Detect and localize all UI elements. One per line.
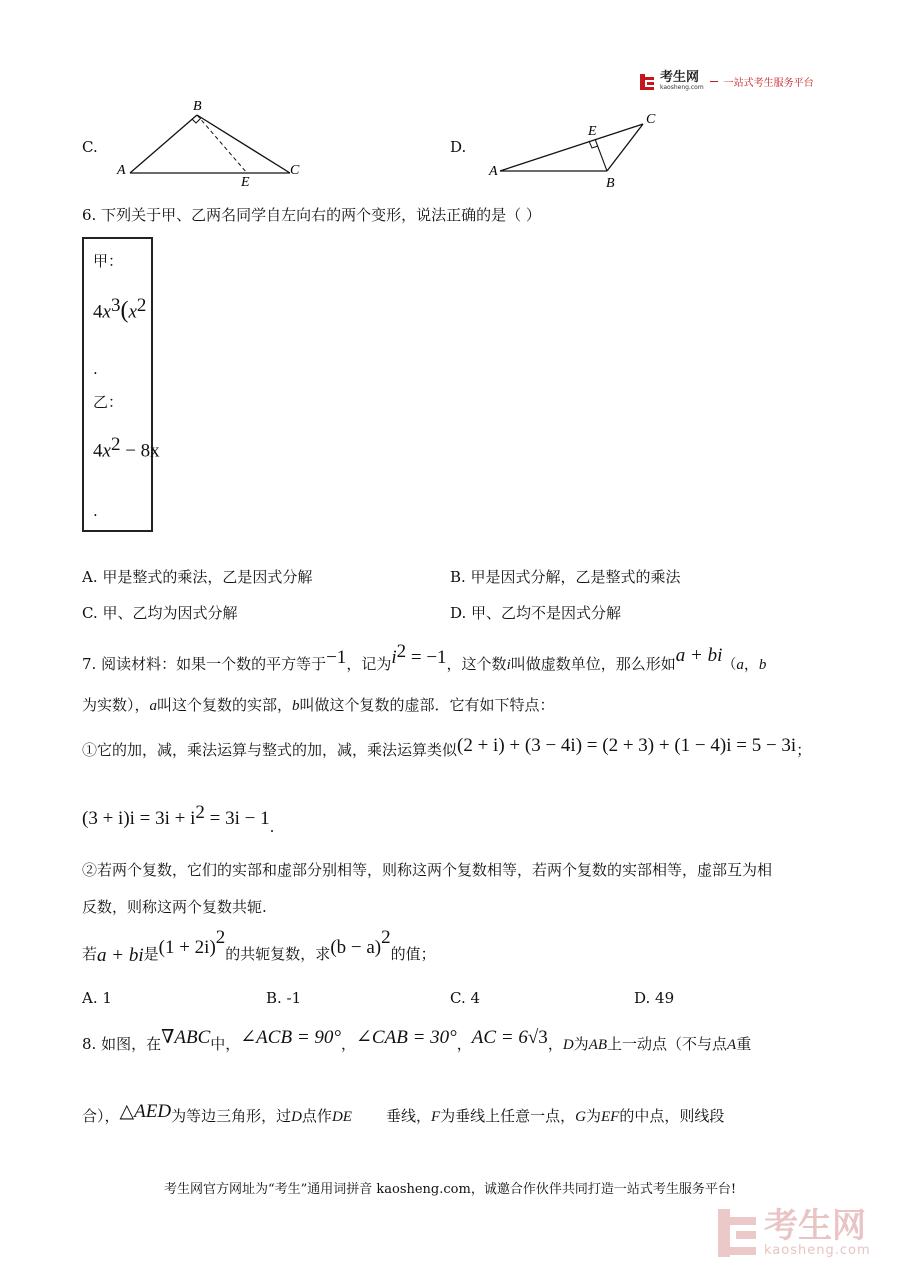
q7-property2-line1: ②若两个复数，它们的实部和虚部分别相等，则称这两个复数相等，若两个复数的实部相等，虚部互为相 [82,861,773,879]
figure-c [110,95,310,190]
figure-d-label-b: B [606,176,615,191]
q7-line2: 为实数），a叫这个复数的实部，b叫做这个复数的虚部．它有如下特点： [82,696,555,714]
figure-c-label-e: E [241,175,250,190]
brand-domain: kaosheng.com [660,84,704,91]
figure-c-label-a: A [117,163,126,178]
header-brand [640,72,814,91]
figure-d-side-ac [500,124,643,171]
figure-c-label-c: C [290,163,300,178]
q6-stem: 6. 下列关于甲、乙两名同学自左向右的两个变形，说法正确的是（ ） [82,206,541,224]
q6-jia-dot: . [93,360,98,378]
q7-property1: ①它的加，减，乘法运算与整式的加，减，乘法运算类似(2 + i) + (3 − 4i) = (2 + 3) + (1 − 4)i = 5 − 3i； [82,735,812,759]
q7-ask: 若a + bi是$(1 + 2i)^2$的共轭复数，求$(b - a)^2$的值； [82,927,436,966]
q7-property1-example: $(3 + i)i = 3i + i^2 = 3i - 1$. [82,802,275,836]
watermark [718,1208,871,1258]
brand-name: 考生网 [660,70,700,85]
q6-yi-label: 乙： [93,393,124,411]
brand-logo-icon [640,74,654,90]
watermark-domain: kaosheng.com [764,1243,871,1258]
figure-c-label-b: B [193,99,202,114]
q6-option-a[interactable]: A. 甲是整式的乘法，乙是因式分解 [82,568,313,586]
watermark-name: 考生网 [764,1206,866,1246]
figure-d-altitude-be [595,139,607,171]
q8-line1: 8. 如图，在∇ABC中，∠ACB = 90°，∠CAB = 30°，AC = 6√3，D为AB上一动点（不与点A重 [82,1027,752,1053]
figure-c-dashed-be [197,115,247,173]
figure-c-side-ab [130,115,197,173]
page-footer: 考生网官方网址为“考生”通用词拼音 kaosheng.com，诚邀合作伙伴共同打造一站式考生服务平台! [163,1182,737,1197]
figure-d [480,105,670,190]
q8-line2: 合），△AED为等边三角形，过D点作DE 垂线，F为垂线上任意一点，G为EF的中点，则线段 [82,1101,725,1125]
figure-d-side-bc [607,124,643,171]
q7-option-a[interactable]: A. 1 [82,989,112,1007]
q7-property2-line2: 反数，则称这两个复数共轭. [82,898,267,916]
q6-yi-dot: . [93,502,98,520]
option-c-label: C. [82,138,98,156]
watermark-logo-icon [718,1209,756,1257]
figure-d-label-e: E [588,124,597,139]
q7-option-d[interactable]: D. 49 [634,989,675,1007]
q7-option-c[interactable]: C. 4 [450,989,481,1007]
figure-d-label-a: A [489,164,498,179]
q6-yi-expression: $4x^2 - 8x$ [93,434,160,462]
option-d-label: D. [450,138,467,156]
q6-jia-expression: $4x^3(x^2$ [93,295,147,324]
figure-c-side-bc [197,115,290,173]
figure-d-label-c: C [646,112,656,127]
q7-line1: 7. 阅读材料：如果一个数的平方等于−1，记为$i^2 = -1$，这个数i叫做虚数单位，那么形如a + bi（a，b [82,641,767,673]
q6-option-c[interactable]: C. 甲、乙均为因式分解 [82,604,238,622]
q7-option-b[interactable]: B. -1 [266,989,302,1007]
q6-option-b[interactable]: B. 甲是因式分解，乙是整式的乘法 [450,568,681,586]
brand-slogan: 一站式考生服务平台 [723,78,814,89]
q6-option-d[interactable]: D. 甲、乙均不是因式分解 [450,604,622,622]
q6-jia-label: 甲： [93,252,124,270]
q6-transform-box [82,237,160,532]
